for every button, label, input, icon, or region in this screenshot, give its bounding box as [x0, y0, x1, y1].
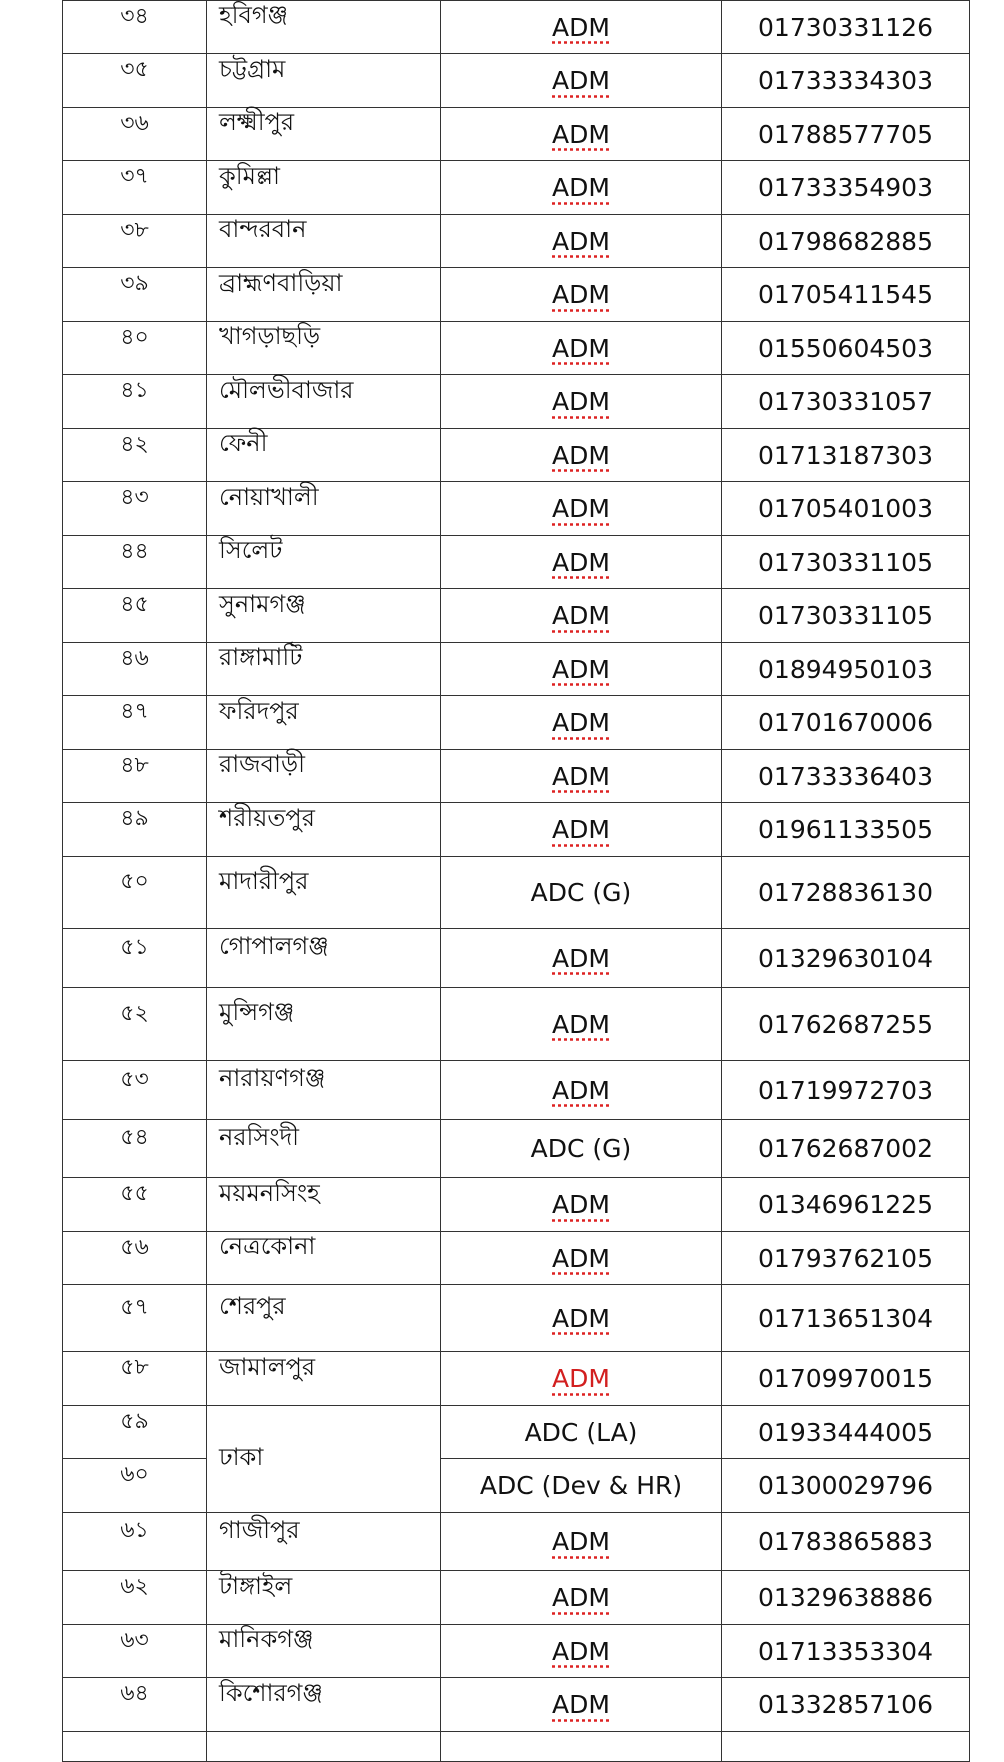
district-name: মানিকগঞ্জ: [219, 1625, 314, 1653]
designation: ADM: [552, 1527, 610, 1556]
designation-cell: [441, 1120, 722, 1178]
serial-number: ৫০: [120, 869, 149, 894]
table-row: [63, 1625, 970, 1678]
designation-cell: [441, 429, 722, 482]
table-row: [63, 108, 970, 161]
phone-cell: [722, 108, 970, 161]
designation-cell: [441, 1178, 722, 1232]
designation: ADM: [552, 1243, 610, 1273]
designation: ADC (LA): [524, 1417, 638, 1447]
district-name: ব্রাহ্মণবাড়িয়া: [219, 268, 343, 297]
serial-number: ৫৫: [120, 1181, 149, 1206]
designation: ADM: [552, 226, 610, 256]
table-row: [63, 1, 970, 54]
serial-number: ৫৩: [120, 1066, 149, 1092]
designation: ADM: [552, 387, 610, 416]
district-cell: [207, 1513, 441, 1571]
table-row: [63, 643, 970, 696]
phone-number: 01762687255: [758, 1009, 933, 1039]
serial-number: ৩৮: [120, 217, 149, 243]
table-row: [63, 215, 970, 268]
district-name: হবিগঞ্জ: [219, 1, 289, 29]
district-cell: [207, 1678, 441, 1732]
district-cell: [207, 1352, 441, 1406]
designation-cell: [441, 1571, 722, 1625]
phone-cell: [722, 750, 970, 803]
designation: ADM: [552, 708, 610, 737]
serial-cell: [63, 1061, 207, 1120]
phone-cell: [722, 1406, 970, 1459]
district-name: নরসিংদী: [219, 1122, 300, 1151]
district-cell: [207, 1625, 441, 1678]
designation: ADM: [552, 1303, 610, 1333]
serial-cell: [63, 536, 207, 589]
designation-cell: [441, 589, 722, 643]
district-name: কুমিল্লা: [219, 161, 281, 190]
district-name: মৌলভীবাজার: [219, 375, 354, 404]
serial-number: ৫৮: [120, 1355, 149, 1380]
serial-cell: [63, 803, 207, 857]
district-cell: [207, 857, 441, 929]
table-row: [63, 803, 970, 857]
serial-number: ৪৬: [120, 645, 149, 671]
serial-number: ৪৭: [120, 699, 149, 724]
district-name: মুন্সিগঞ্জ: [219, 998, 295, 1026]
designation-cell: [441, 988, 722, 1061]
serial-cell: [63, 750, 207, 803]
phone-number: 01705411545: [758, 280, 933, 309]
phone-number: 01788577705: [758, 119, 933, 149]
phone-cell: [722, 54, 970, 108]
table-body: [63, 1, 970, 1762]
serial-cell: [63, 643, 207, 696]
district-name: গোপালগঞ্জ: [219, 932, 329, 960]
district-name: শরীয়তপুর: [219, 803, 315, 832]
phone-number: 01733336403: [758, 761, 933, 791]
district-name: ফরিদপুর: [219, 696, 299, 725]
district-name: ঢাকা: [219, 1443, 264, 1471]
table-row: [63, 1678, 970, 1732]
designation: ADM: [552, 1009, 610, 1039]
district-cell: [207, 750, 441, 803]
phone-number: 01783865883: [758, 1527, 933, 1556]
district-cell: [207, 161, 441, 215]
serial-number: ৩৪: [120, 3, 149, 29]
phone-number: 01329638886: [758, 1583, 933, 1612]
serial-cell: [63, 1, 207, 54]
phone-cell: [722, 1, 970, 54]
serial-number: ৩৭: [120, 164, 149, 189]
district-cell: [207, 482, 441, 536]
phone-number: 01730331105: [758, 547, 933, 577]
table-row: [63, 322, 970, 375]
designation: ADM: [552, 943, 610, 973]
table-row: [63, 268, 970, 322]
table-row: [63, 54, 970, 108]
phone-number: 01733354903: [758, 173, 933, 202]
district-contact-table: [62, 0, 970, 1762]
serial-number: ৪৩: [120, 485, 149, 510]
phone-cell: [722, 643, 970, 696]
serial-cell: [63, 375, 207, 429]
table-row: [63, 1178, 970, 1232]
phone-cell: [722, 322, 970, 375]
serial-cell: [63, 988, 207, 1061]
phone-number: 01709970015: [758, 1364, 933, 1393]
serial-number: ৪৫: [120, 592, 149, 617]
table-row: [63, 750, 970, 803]
district-cell-merged: [207, 1406, 441, 1513]
table-row: [63, 1571, 970, 1625]
district-cell: [207, 268, 441, 322]
designation-highlighted: ADM: [552, 1364, 610, 1393]
serial-number: ৬১: [120, 1518, 149, 1543]
serial-cell: [63, 589, 207, 643]
district-cell: [207, 988, 441, 1061]
phone-cell: [722, 1061, 970, 1120]
serial-number: ৫৭: [120, 1294, 149, 1320]
phone-number: 01332857106: [758, 1690, 933, 1719]
phone-number: 01961133505: [758, 815, 933, 844]
district-cell: [207, 1061, 441, 1120]
designation-cell: [441, 268, 722, 322]
designation: ADM: [552, 440, 610, 470]
district-cell: [207, 696, 441, 750]
designation: ADM: [552, 494, 610, 523]
designation: ADM: [552, 1583, 610, 1612]
phone-cell: [722, 929, 970, 988]
table-row: [63, 536, 970, 589]
serial-number: ৫৪: [120, 1125, 149, 1150]
table-row: [63, 929, 970, 988]
phone-number: 01730331105: [758, 601, 933, 630]
table-row: [63, 375, 970, 429]
phone-cell: [722, 215, 970, 268]
district-name: নোয়াখালী: [219, 482, 319, 511]
serial-number: ৪০: [120, 324, 149, 350]
designation-cell: [441, 857, 722, 929]
phone-number: 01798682885: [758, 226, 933, 256]
designation-cell: [441, 1625, 722, 1678]
phone-cell: [722, 589, 970, 643]
table-row: [63, 988, 970, 1061]
designation-cell: [441, 696, 722, 750]
designation: ADM: [552, 173, 610, 202]
district-cell: [207, 429, 441, 482]
table-row: [63, 429, 970, 482]
district-name: মাদারীপুর: [219, 866, 309, 895]
district-cell: [207, 803, 441, 857]
phone-number: 01713353304: [758, 1636, 933, 1666]
designation: ADM: [552, 601, 610, 630]
phone-cell: [722, 1120, 970, 1178]
district-name: রাঙ্গামাটি: [219, 643, 303, 671]
serial-cell: [63, 1352, 207, 1406]
district-name: টাঙ্গাইল: [219, 1571, 293, 1600]
phone-cell: [722, 803, 970, 857]
phone-cell: [722, 1625, 970, 1678]
serial-cell: [63, 108, 207, 161]
district-cell: [207, 1571, 441, 1625]
serial-number: ৫২: [120, 1000, 149, 1026]
designation-cell: [441, 1061, 722, 1120]
serial-number: ৬৪: [120, 1681, 149, 1706]
district-cell: [207, 215, 441, 268]
table-row: [63, 1061, 970, 1120]
serial-cell: [63, 215, 207, 268]
serial-cell: [63, 429, 207, 482]
district-name: শেরপুর: [219, 1292, 286, 1320]
district-name: ফেনী: [219, 429, 268, 457]
designation: ADC (Dev & HR): [479, 1471, 683, 1500]
phone-cell: [722, 482, 970, 536]
designation: ADC (G): [530, 878, 632, 907]
district-name: কিশোরগঞ্জ: [219, 1678, 323, 1707]
serial-number: ৬২: [120, 1574, 149, 1599]
serial-cell: [63, 268, 207, 322]
district-name: ময়মনসিংহ: [219, 1178, 320, 1207]
designation: ADM: [552, 1636, 610, 1666]
designation: ADM: [552, 761, 610, 791]
phone-number: 01728836130: [758, 878, 933, 907]
phone-number: 01730331126: [758, 12, 933, 42]
phone-number: 01730331057: [758, 387, 933, 416]
designation: ADM: [552, 654, 610, 684]
designation-cell: [441, 1285, 722, 1352]
phone-number: 01733334303: [758, 66, 933, 95]
table-row: [63, 1352, 970, 1406]
district-cell: [207, 1232, 441, 1285]
designation-cell: [441, 1459, 722, 1513]
district-cell: [207, 1732, 441, 1762]
serial-number: ৫৯: [120, 1408, 149, 1434]
serial-cell: [63, 1732, 207, 1762]
designation-cell: [441, 750, 722, 803]
serial-cell: [63, 1120, 207, 1178]
serial-cell: [63, 161, 207, 215]
district-cell: [207, 375, 441, 429]
table-row: [63, 1285, 970, 1352]
serial-number: ৪২: [120, 431, 149, 457]
district-name: জামালপুর: [219, 1352, 316, 1381]
district-name: গাজীপুর: [219, 1515, 300, 1544]
serial-cell: [63, 482, 207, 536]
designation-cell: [441, 108, 722, 161]
district-cell: [207, 1, 441, 54]
serial-cell: [63, 1406, 207, 1459]
phone-cell: [722, 696, 970, 750]
designation-cell: [441, 1, 722, 54]
serial-cell: [63, 1178, 207, 1232]
district-name: নারায়ণগঞ্জ: [219, 1064, 326, 1092]
table-row: [63, 1120, 970, 1178]
table-row: [63, 589, 970, 643]
designation: ADM: [552, 1690, 610, 1719]
district-name: চট্টগ্রাম: [219, 54, 286, 83]
designation: ADM: [552, 12, 610, 42]
phone-cell: [722, 988, 970, 1061]
district-cell: [207, 108, 441, 161]
designation-cell: [441, 161, 722, 215]
phone-cell: [722, 1678, 970, 1732]
designation: ADM: [552, 66, 610, 95]
table-row: [63, 1513, 970, 1571]
designation-cell: [441, 643, 722, 696]
serial-number: ৪৯: [120, 806, 149, 831]
phone-cell: [722, 161, 970, 215]
phone-cell: [722, 857, 970, 929]
designation-cell: [441, 482, 722, 536]
phone-number: 01713187303: [758, 440, 933, 470]
designation: ADM: [552, 280, 610, 309]
designation: ADM: [552, 333, 610, 363]
serial-number: ৬০: [120, 1462, 149, 1487]
district-cell: [207, 929, 441, 988]
serial-number: ৪১: [120, 378, 149, 403]
serial-cell: [63, 322, 207, 375]
phone-number: 01701670006: [758, 708, 933, 737]
table-row: [63, 1232, 970, 1285]
serial-number: ৫১: [120, 934, 149, 960]
table-row: [63, 161, 970, 215]
phone-number: 01550604503: [758, 333, 933, 363]
table-row: [63, 482, 970, 536]
serial-cell: [63, 1571, 207, 1625]
phone-cell: [722, 1732, 970, 1762]
district-cell: [207, 643, 441, 696]
phone-cell: [722, 536, 970, 589]
designation: ADM: [552, 547, 610, 577]
phone-cell: [722, 1513, 970, 1571]
phone-number: 01300029796: [758, 1471, 933, 1500]
district-name: রাজবাড়ী: [219, 750, 305, 778]
designation-cell: [441, 322, 722, 375]
district-name: সিলেট: [219, 536, 283, 564]
district-cell: [207, 54, 441, 108]
designation: ADM: [552, 1190, 610, 1219]
phone-cell: [722, 375, 970, 429]
serial-cell: [63, 1625, 207, 1678]
phone-number: 01894950103: [758, 654, 933, 684]
table-row: [63, 1406, 970, 1459]
designation: ADM: [552, 1075, 610, 1105]
district-cell: [207, 536, 441, 589]
designation: ADM: [552, 119, 610, 149]
district-name: খাগড়াছড়ি: [219, 322, 321, 350]
designation: ADM: [552, 815, 610, 844]
district-cell: [207, 322, 441, 375]
phone-number: 01933444005: [758, 1417, 933, 1447]
phone-number: 01719972703: [758, 1075, 933, 1105]
serial-number: ৩৬: [120, 110, 149, 136]
serial-cell: [63, 1513, 207, 1571]
phone-cell: [722, 1571, 970, 1625]
district-name: সুনামগঞ্জ: [219, 589, 306, 618]
phone-cell: [722, 268, 970, 322]
district-cell: [207, 1285, 441, 1352]
phone-cell: [722, 429, 970, 482]
phone-number: 01329630104: [758, 943, 933, 973]
serial-number: ৪৮: [120, 752, 149, 778]
district-name: লক্ষ্মীপুর: [219, 108, 295, 136]
phone-cell: [722, 1459, 970, 1513]
designation-cell: [441, 536, 722, 589]
designation-cell: [441, 1406, 722, 1459]
serial-cell: [63, 1459, 207, 1513]
serial-cell: [63, 1232, 207, 1285]
phone-number: 01713651304: [758, 1303, 933, 1333]
designation-cell: [441, 1678, 722, 1732]
phone-cell: [722, 1285, 970, 1352]
serial-number: ৩৫: [120, 57, 149, 82]
serial-cell: [63, 696, 207, 750]
phone-cell: [722, 1232, 970, 1285]
district-cell: [207, 1120, 441, 1178]
phone-number: 01346961225: [758, 1190, 933, 1219]
serial-number: ৬৩: [120, 1627, 149, 1653]
district-cell: [207, 589, 441, 643]
serial-cell: [63, 1678, 207, 1732]
serial-number: ৫৬: [120, 1234, 149, 1260]
serial-cell: [63, 54, 207, 108]
table-row-empty: [63, 1732, 970, 1762]
district-name: বান্দরবান: [219, 215, 307, 243]
phone-number: 01705401003: [758, 494, 933, 523]
table-row: [63, 857, 970, 929]
designation-cell: [441, 215, 722, 268]
table-row: [63, 1459, 970, 1513]
serial-number: ৪৪: [120, 538, 149, 564]
district-cell: [207, 1178, 441, 1232]
serial-cell: [63, 1285, 207, 1352]
designation-cell: [441, 1513, 722, 1571]
phone-cell: [722, 1352, 970, 1406]
table-row: [63, 696, 970, 750]
phone-cell: [722, 1178, 970, 1232]
district-name: নেত্রকোনা: [219, 1232, 316, 1260]
phone-number: 01762687002: [758, 1134, 933, 1163]
designation-cell: [441, 375, 722, 429]
serial-cell: [63, 857, 207, 929]
designation: ADC (G): [530, 1134, 632, 1163]
serial-cell: [63, 929, 207, 988]
designation-cell: [441, 803, 722, 857]
designation-cell: [441, 1732, 722, 1762]
serial-number: ৩৯: [120, 271, 149, 296]
phone-number: 01793762105: [758, 1243, 933, 1273]
designation-cell: [441, 1232, 722, 1285]
designation-cell: [441, 1352, 722, 1406]
designation-cell: [441, 929, 722, 988]
designation-cell: [441, 54, 722, 108]
